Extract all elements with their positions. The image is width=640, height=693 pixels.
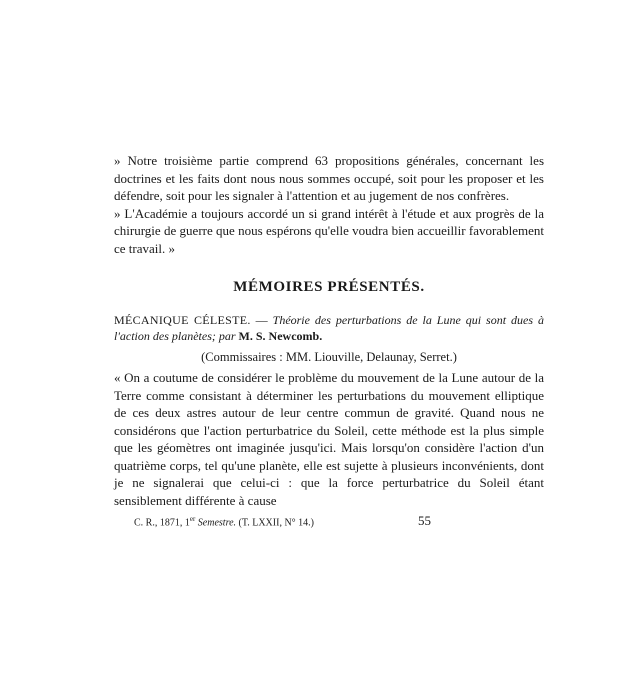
page-number: 55 — [418, 513, 431, 528]
section-heading: MÉMOIRES PRÉSENTÉS. — [233, 279, 425, 295]
citation-start: C. R., 1871, 1 — [134, 517, 190, 529]
page-footer — [114, 513, 544, 531]
document-page — [114, 152, 544, 531]
memoire-dash: — — [250, 313, 273, 327]
footer-citation — [134, 515, 314, 528]
paragraph-conclusion: » Notre troisième partie comprend 63 propositions générales, concernant les doctrines et les faits dont nous nous sommes occupé, soit pour les proposer et les défendre, soit pour les signaler à l'attention et au jugement de nos confrères. — [114, 153, 544, 203]
citation-sup: er — [189, 515, 196, 523]
commissaires-line: (Commissaires : MM. Liouville, Delaunay, Serret.) — [201, 350, 457, 364]
citation-semester: Semestre. — [195, 517, 237, 529]
memoire-body: « On a coutume de considérer le problème du mouvement de la Lune autour de la Terre comme consistant à déterminer les perturbations du mouvement elliptique de ces deux astres autour de leur centre commun de gravité. Quand nous ne considérons que l'action perturbatrice du Soleil, cette méthode est la plus simple que les géomètres ont imaginée jusqu'ici. Mais lorsqu'on considère l'action d'un quatrième corps, tel qu'une planète, elle est sujette à plusieurs inconvénients, dont je ne signalerai que celui-ci : que la force perturbatrice du Soleil étant sensiblement différente à cause — [114, 370, 544, 508]
memoire-header — [114, 312, 544, 344]
citation-end: (T. LXXII, N° 14.) — [236, 517, 314, 529]
memoire-author: M. S. Newcomb. — [238, 329, 323, 343]
paragraph-closing: » L'Académie a toujours accordé un si grand intérêt à l'étude et aux progrès de la chirurgie de guerre que nous espérons qu'elle voudra bien accueillir favorablement ce travail. » — [114, 205, 544, 256]
memoire-title: Théorie des perturbations de la Lune qui sont dues à l'action des planètes; par — [114, 313, 544, 343]
memoire-category: MÉCANIQUE CÉLESTE. — [114, 313, 251, 327]
